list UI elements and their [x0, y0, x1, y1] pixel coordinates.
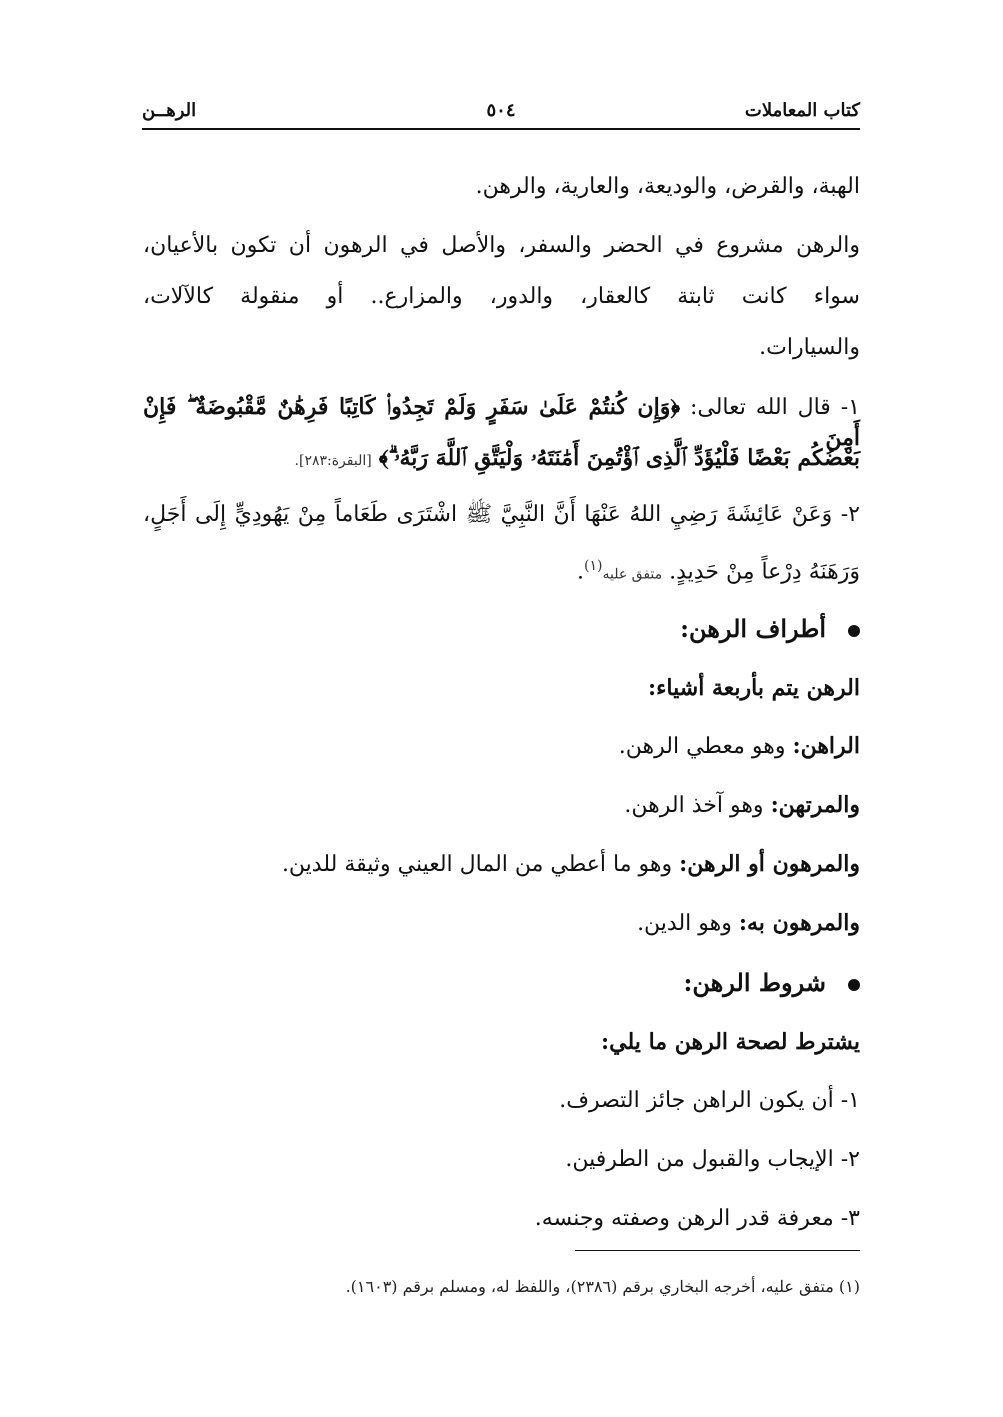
definition-item — [624, 790, 860, 821]
condition-item: ٣- معرفة قدر الرهن وصفته وجنسه. — [534, 1206, 860, 1231]
bullet-icon — [848, 625, 860, 637]
item-prefix: ١- قال الله تعالى: — [680, 395, 860, 420]
header-rule — [142, 128, 860, 130]
heading-text: أطراف الرهن: — [680, 614, 826, 643]
subheading: الرهن يتم بأربعة أشياء: — [647, 675, 860, 701]
condition-item: ١- أن يكون الراهن جائز التصرف. — [559, 1088, 860, 1113]
section-heading-conditions — [684, 968, 861, 998]
quran-verse: بَعْضُكُم بَعْضًا فَلْيُؤَدِّ ٱلَّذِى ٱؤْتُمِنَ أَمَٰنَتَهُۥ وَلْيَتَّقِ ٱللَّهَ رَبَّهُۥ ۗ﴾ — [378, 445, 860, 471]
definition: وهو ما أعطي من المال العيني وثيقة للدين. — [281, 852, 680, 877]
quran-verse: ﴿وَإِن كُنتُمْ عَلَىٰ سَفَرٍ وَلَمْ تَجِدُوا۟ كَاتِبًا فَرِهَٰنٌ مَّقْبُوضَةٌ ۖ فَإِنْ أَمِنَ — [143, 394, 860, 451]
term: والمرتهن: — [770, 792, 860, 818]
term: والمرهون به: — [738, 910, 860, 936]
verse-reference: [البقرة:٢٨٣]. — [294, 453, 372, 469]
condition-item: ٢- الإيجاب والقبول من الطرفين. — [565, 1147, 860, 1172]
footnote-marker: (١) — [584, 558, 603, 574]
chapter-title: الرهــن — [142, 100, 197, 121]
bullet-icon — [848, 979, 860, 991]
heading-text: شروط الرهن: — [683, 968, 826, 997]
term: والمرهون أو الرهن: — [679, 851, 860, 877]
paragraph-line: والسيارات. — [759, 335, 860, 360]
text-line: الهبة، والقرض، والوديعة، والعارية، والرهن. — [475, 174, 860, 199]
paragraph-line: سواء كانت ثابتة كالعقار، والدور، والمزارع.. أو منقولة كالآلات، — [143, 284, 860, 309]
definition-item — [619, 731, 860, 762]
definition-item — [282, 849, 860, 880]
hadith-item: ٢- وَعَنْ عَائِشَةَ رَضِيِ اللهُ عَنْهَا أَنَّ النَّبِيَّ ﷺ اشْتَرَى طَعَاماً مِنْ يَهُودِيٍّ إِلَى أَجَلٍ، — [143, 502, 860, 527]
paragraph-line: والرهن مشروع في الحضر والسفر، والأصل في الرهون أن تكون بالأعيان، — [143, 233, 860, 258]
subheading: يشترط لصحة الرهن ما يلي: — [601, 1029, 860, 1055]
definition: وهو الدين. — [637, 911, 739, 936]
definition: وهو آخذ الرهن. — [624, 793, 771, 818]
book-title: كتاب المعاملات — [744, 100, 860, 121]
quran-item-cont — [295, 443, 860, 476]
page-number: ٥٠٤ — [486, 100, 516, 121]
hadith-text: وَرَهَنَهُ دِرْعاً مِنْ حَدِيدٍ. — [669, 559, 860, 585]
hadith-end: . — [577, 559, 585, 585]
term: الراهن: — [792, 733, 860, 759]
hadith-item-cont — [577, 551, 860, 589]
footnote-rule — [575, 1250, 860, 1251]
definition-item — [637, 908, 860, 939]
section-heading-parties — [680, 614, 860, 644]
definition: وهو معطي الرهن. — [618, 734, 793, 759]
footnote: (١) متفق عليه، أخرجه البخاري برقم (٢٣٨٦)، واللفظ له، ومسلم برقم (١٦٠٣). — [345, 1277, 860, 1296]
hadith-grading: متفق عليه — [602, 566, 663, 583]
